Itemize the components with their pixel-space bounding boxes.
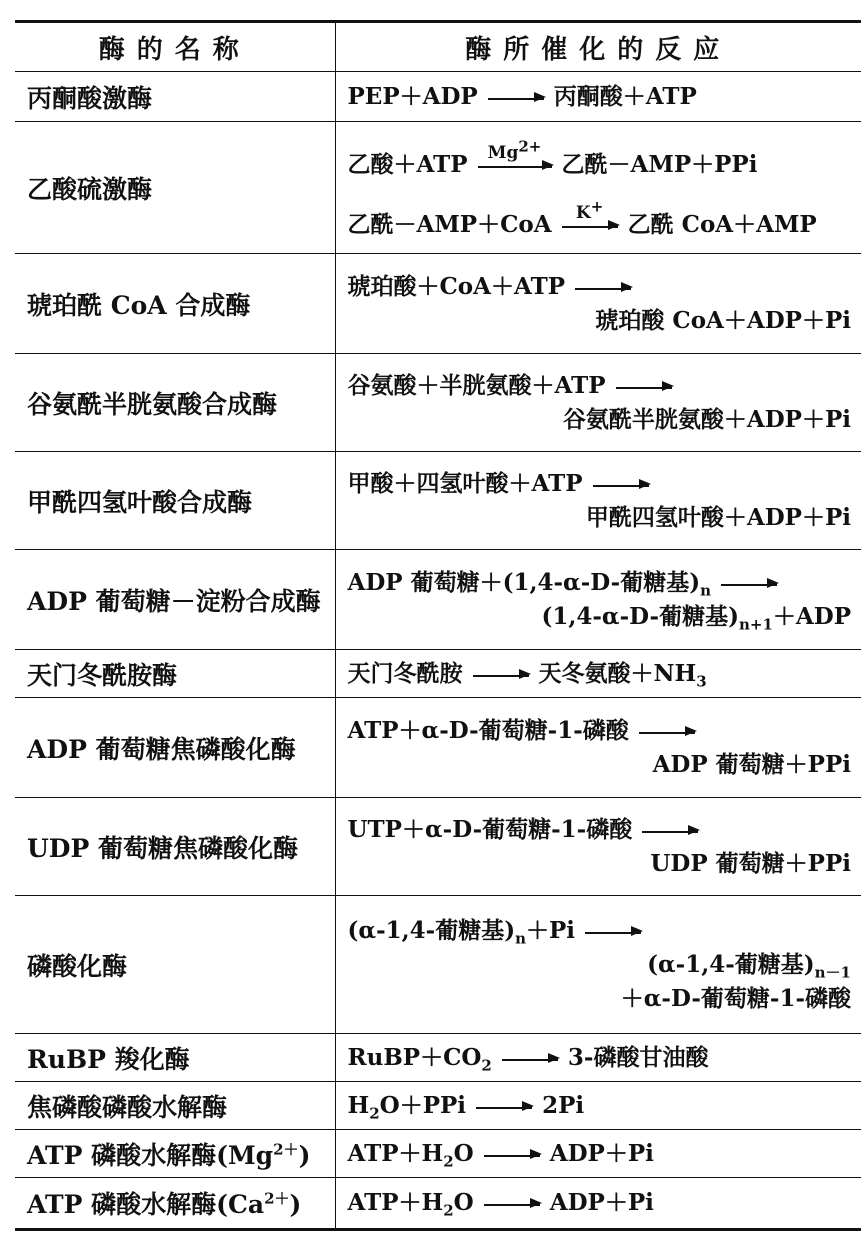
reaction-line xyxy=(348,657,852,691)
reaction-cell xyxy=(335,698,861,798)
reaction-arrow-icon xyxy=(585,930,641,934)
enzyme-reaction-table xyxy=(15,20,861,1231)
enzyme-name: ADP 葡萄糖焦磷酸化酶 xyxy=(15,698,335,798)
reaction-line xyxy=(348,566,852,600)
products: ADP＋Pi xyxy=(549,1139,654,1167)
reaction-line xyxy=(348,270,852,304)
enzyme-name: ADP 葡萄糖－淀粉合成酶 xyxy=(15,550,335,650)
reactants: $ATP+H_2O$ xyxy=(347,1189,474,1220)
reactants: ATP＋α-D-葡萄糖-1-磷酸 xyxy=(347,716,629,744)
reaction-line xyxy=(348,467,852,501)
table-row xyxy=(15,1178,861,1229)
reaction-line-continued: 琥珀酸 CoA＋ADP＋Pi xyxy=(595,306,851,334)
reaction-line-continued: 甲酰四氢叶酸＋ADP＋Pi xyxy=(585,503,851,531)
products: ADP＋Pi xyxy=(549,1189,654,1216)
reaction-cell xyxy=(335,354,861,452)
products: 乙酰－AMP＋PPi xyxy=(561,150,758,178)
arrow-condition: K+ xyxy=(575,196,604,223)
enzyme-name: ATP 磷酸水解酶$(Mg^{2+})$ xyxy=(15,1130,335,1178)
reaction-cell xyxy=(335,896,861,1034)
reaction-arrow-icon xyxy=(639,730,695,734)
table-row xyxy=(15,1082,861,1130)
reaction-arrow-icon xyxy=(575,286,631,290)
reactants: 谷氨酸＋半胱氨酸＋ATP xyxy=(347,371,606,399)
reaction-line-continued: ＋α-D-葡萄糖-1-磷酸 xyxy=(620,984,851,1012)
products: 丙酮酸＋ATP xyxy=(553,82,697,110)
table-row xyxy=(15,1034,861,1082)
reaction-line-continued: UDP 葡萄糖＋PPi xyxy=(650,849,851,877)
reactants: ADP 葡萄糖＋(1,4-α-D-葡糖基)$_n$ xyxy=(347,568,711,600)
header-enzyme-name: 酶的名称 xyxy=(15,23,335,72)
header-row xyxy=(15,23,861,72)
reaction-arrow-icon xyxy=(488,96,544,100)
reactants: 甲酸＋四氢叶酸＋ATP xyxy=(347,469,583,497)
reaction-cell xyxy=(335,254,861,354)
reaction-line xyxy=(347,136,852,182)
reactants: 乙酸＋ATP xyxy=(347,150,468,178)
table-row xyxy=(15,650,861,698)
enzyme-name: 甲酰四氢叶酸合成酶 xyxy=(15,452,335,550)
products: 天冬氨酸$+NH_3$ xyxy=(538,659,707,691)
table-row xyxy=(15,698,861,798)
reaction-cell xyxy=(335,550,861,650)
reaction-cell xyxy=(335,798,861,896)
reaction-line xyxy=(348,914,852,948)
reaction-line xyxy=(348,714,852,748)
products: 3-磷酸甘油酸 xyxy=(567,1043,709,1071)
enzyme-name: 丙酮酸激酶 xyxy=(15,72,335,122)
enzyme-name: ATP 磷酸水解酶$(Ca^{2+})$ xyxy=(27,1189,302,1219)
table-row xyxy=(15,550,861,650)
reaction-cell xyxy=(335,72,861,122)
reaction-arrow-icon xyxy=(642,829,698,833)
enzyme-name: 乙酸硫激酶 xyxy=(15,122,335,254)
reaction-arrow-icon xyxy=(616,385,672,389)
reaction-line-continued: (α-1,4-葡糖基)$_{n-1}$ xyxy=(647,950,851,982)
products: 2Pi xyxy=(542,1091,585,1119)
reactants: 天门冬酰胺 xyxy=(347,659,463,687)
reaction-cell xyxy=(335,1178,861,1229)
enzyme-name: RuBP 羧化酶 xyxy=(15,1034,335,1082)
reactants: (α-1,4-葡糖基)$_n+Pi$ xyxy=(347,916,576,948)
enzyme-name: 磷酸化酶 xyxy=(15,896,335,1034)
table xyxy=(15,23,861,1228)
table-row xyxy=(15,798,861,896)
reactants: UTP＋α-D-葡萄糖-1-磷酸 xyxy=(347,815,633,843)
table-row xyxy=(15,72,861,122)
header-reaction: 酶所催化的反应 xyxy=(335,23,861,72)
reaction-cell xyxy=(335,452,861,550)
table-row xyxy=(15,1130,861,1178)
reaction-line xyxy=(348,80,852,114)
reaction-cell xyxy=(335,1082,861,1130)
table-row xyxy=(15,122,861,254)
reaction-cell xyxy=(335,1130,861,1178)
table-row xyxy=(15,354,861,452)
reaction-arrow-icon xyxy=(476,1105,532,1109)
reactants: $ATP+H_2O$ xyxy=(347,1139,474,1171)
table-row xyxy=(15,896,861,1034)
reaction-line-continued: ADP 葡萄糖＋PPi xyxy=(652,750,851,778)
reactants: PEP＋ADP xyxy=(347,82,478,110)
reaction-line xyxy=(347,196,852,242)
reaction-line xyxy=(348,1041,852,1075)
reaction-cell xyxy=(335,650,861,698)
enzyme-name: 谷氨酰半胱氨酸合成酶 xyxy=(15,354,335,452)
reaction-line xyxy=(348,813,852,847)
reaction-line xyxy=(348,1186,852,1220)
reaction-arrow-icon xyxy=(593,483,649,487)
reactants: $H_2O+PPi$ xyxy=(347,1091,467,1123)
reaction-arrow-icon xyxy=(721,582,777,586)
products: 乙酰 CoA＋AMP xyxy=(627,210,817,238)
table-row xyxy=(15,254,861,354)
reaction-arrow-icon xyxy=(562,196,618,228)
reaction-cell xyxy=(335,122,861,254)
reaction-line-continued: 谷氨酰半胱氨酸＋ADP＋Pi xyxy=(562,405,851,433)
table-row xyxy=(15,452,861,550)
reaction-arrow-icon xyxy=(473,673,529,677)
enzyme-name: 焦磷酸磷酸水解酶 xyxy=(15,1082,335,1130)
enzyme-name: 天门冬酰胺酶 xyxy=(15,650,335,698)
reaction-line-continued: (1,4-α-D-葡糖基)$_{n+1}+ADP$ xyxy=(541,602,851,634)
reaction-arrow-icon xyxy=(502,1057,558,1061)
reaction-arrow-icon xyxy=(484,1202,540,1206)
reaction-line xyxy=(348,1089,852,1123)
reactants: 乙酰－AMP＋CoA xyxy=(347,210,552,238)
reaction-cell xyxy=(335,1034,861,1082)
arrow-condition: $Mg^{2+}$ xyxy=(487,136,542,163)
reactants: $RuBP+CO_2$ xyxy=(347,1043,492,1075)
reaction-arrow-icon xyxy=(484,1153,540,1157)
reactants: 琥珀酸＋CoA＋ATP xyxy=(347,272,565,300)
enzyme-name: 琥珀酰 CoA 合成酶 xyxy=(15,254,335,354)
reaction-line xyxy=(348,369,852,403)
enzyme-name: UDP 葡萄糖焦磷酸化酶 xyxy=(15,798,335,896)
reaction-arrow-icon xyxy=(478,136,552,168)
reaction-line xyxy=(348,1137,852,1171)
